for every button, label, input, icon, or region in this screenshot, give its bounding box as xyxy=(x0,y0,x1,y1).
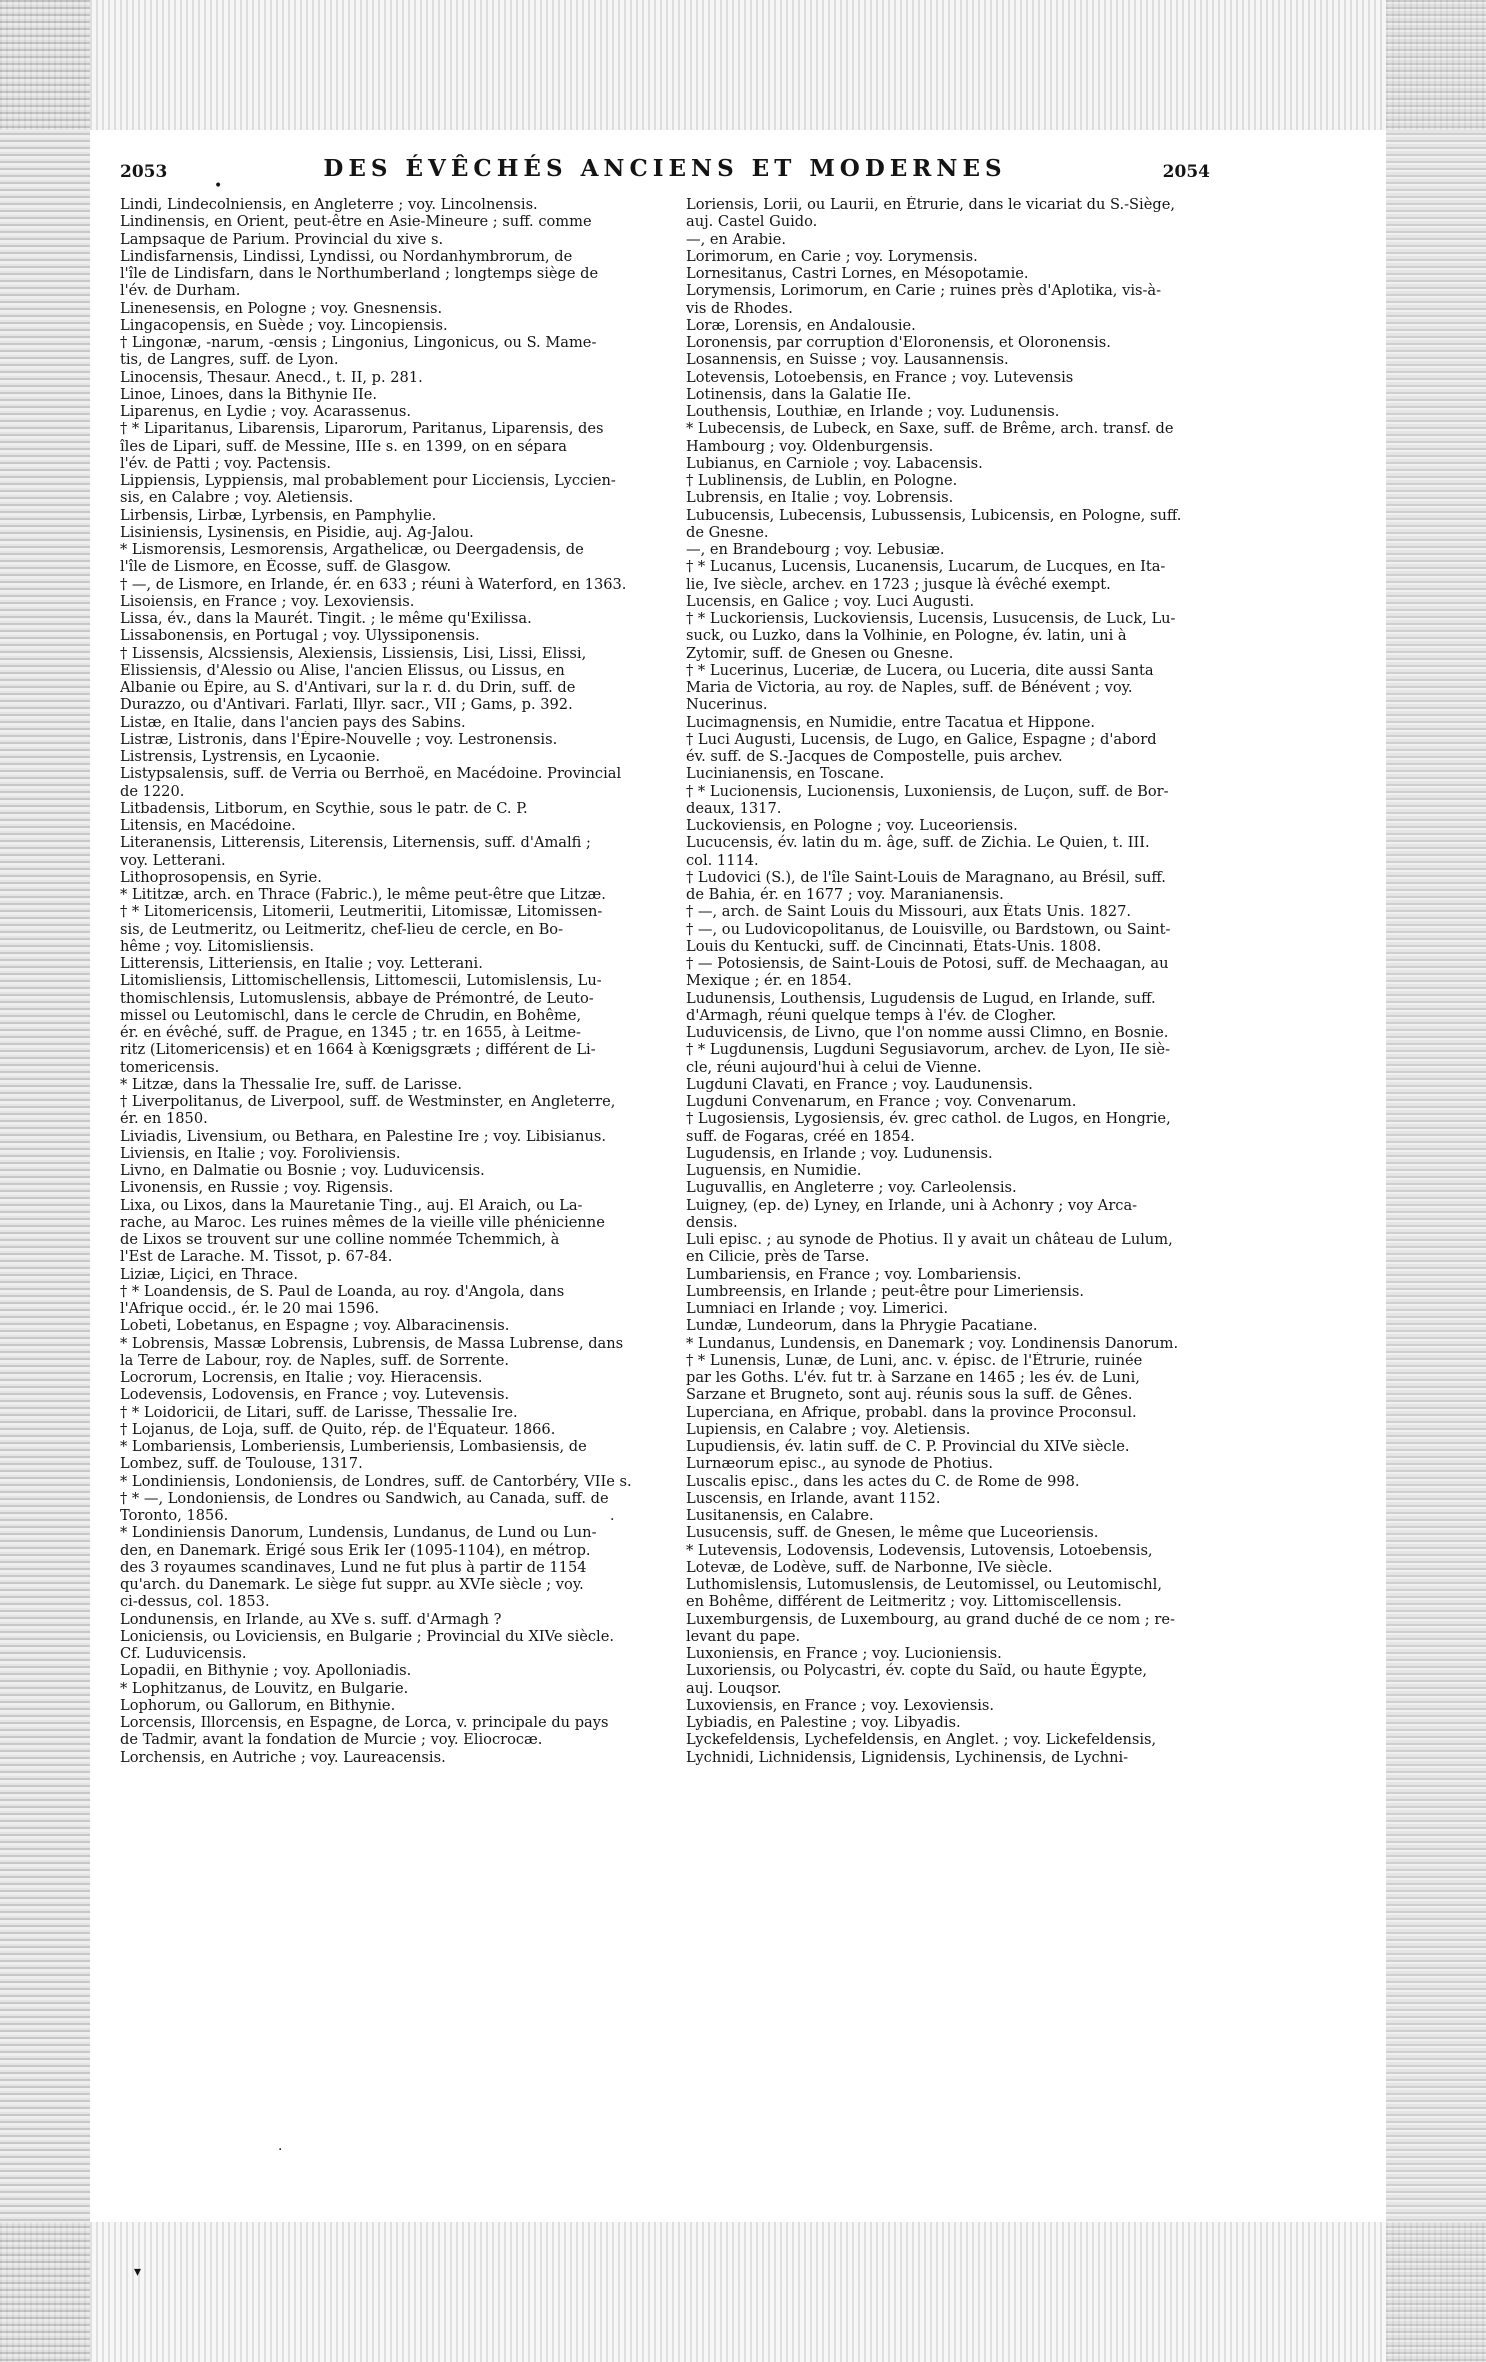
dictionary-line: Lumbreensis, en Irlande ; peut-être pour Limeriensis. xyxy=(686,1282,1085,1300)
dictionary-line: cle, réuni aujourd'hui à celui de Vienne. xyxy=(686,1058,982,1076)
dictionary-line: † * Loandensis, de S. Paul de Loanda, au roy. d'Angola, dans xyxy=(120,1282,565,1300)
dictionary-line: † Lingonæ, -narum, -œnsis ; Lingonius, Lingonicus, ou S. Mame- xyxy=(120,334,597,351)
dictionary-line: ritz (Litomericensis) et en 1664 à Kœnigsgræts ; différent de Li- xyxy=(120,1041,596,1059)
dictionary-line: Lorymensis, Lorimorum, en Carie ; ruines près d'Aplotika, vis-à- xyxy=(686,282,1162,300)
dictionary-line: † Lojanus, de Loja, suff. de Quito, rép. de l'Équateur. 1866. xyxy=(120,1420,556,1438)
dictionary-line: Lugduni Clavati, en France ; voy. Laudunensis. xyxy=(686,1075,1033,1093)
dictionary-line: en Cilicie, près de Tarse. xyxy=(686,1248,870,1266)
left-page-number: 2053 xyxy=(120,162,168,182)
column-marker: • xyxy=(214,178,223,194)
dictionary-line: Liziæ, Liçici, en Thrace. xyxy=(120,1265,298,1283)
dictionary-line: * Lundanus, Lundensis, en Danemark ; voy. Londinensis Danorum. xyxy=(686,1334,1179,1352)
dictionary-line: de Gnesne. xyxy=(686,523,769,541)
dictionary-line: * Lubecensis, de Lubeck, en Saxe, suff. de Brême, arch. transf. de xyxy=(686,420,1174,438)
dictionary-line: Lupiensis, en Calabre ; voy. Aletiensis. xyxy=(686,1420,971,1438)
dictionary-line: Liviensis, en Italie ; voy. Foroliviensis. xyxy=(120,1144,401,1162)
dictionary-line: Lumbariensis, en France ; voy. Lombariensis. xyxy=(686,1265,1022,1283)
dictionary-line: Lindi, Lindecolniensis, en Angleterre ; voy. Lincolnensis. xyxy=(120,196,538,213)
dictionary-line: sis, de Leutmeritz, ou Leitmeritz, chef-lieu de cercle, en Bo- xyxy=(120,920,564,938)
dictionary-line: ci-dessus, col. 1853. xyxy=(120,1593,270,1611)
dictionary-line: thomischlensis, Lutomuslensis, abbaye de Prémontré, de Leuto- xyxy=(120,989,594,1007)
stray-mark: ▾ xyxy=(134,2264,142,2280)
dictionary-line: sis, en Calabre ; voy. Aletiensis. xyxy=(120,489,354,507)
dictionary-line: Lippiensis, Lyppiensis, mal probablement pour Licciensis, Lyccien- xyxy=(120,472,616,489)
dictionary-line: qu'arch. du Danemark. Le siège fut suppr. au XVIe siècle ; voy. xyxy=(120,1576,584,1593)
dictionary-line: îles de Lipari, suff. de Messine, IIIe s. en 1399, on en sépara xyxy=(120,437,567,455)
dictionary-line: Luscalis episc., dans les actes du C. de Rome de 998. xyxy=(686,1472,1080,1490)
dictionary-line: Listræ, Listronis, dans l'Épire-Nouvelle ; voy. Lestronensis. xyxy=(120,730,558,748)
dictionary-line: Lugudensis, en Irlande ; voy. Ludunensis. xyxy=(686,1144,993,1162)
dictionary-line: Listæ, en Italie, dans l'ancien pays des Sabins. xyxy=(120,713,466,731)
dictionary-line: Luigney, (ep. de) Lyney, en Irlande, uni à Achonry ; voy Arca- xyxy=(686,1196,1138,1214)
dictionary-line: Losannensis, en Suisse ; voy. Lausannensis. xyxy=(686,351,1009,369)
dictionary-line: * Lismorensis, Lesmorensis, Argathelicæ, ou Deergadensis, de xyxy=(120,541,584,558)
dictionary-line: † —, ou Ludovicopolitanus, de Louisville, ou Bardstown, ou Saint- xyxy=(686,920,1171,938)
dictionary-line: Luthomislensis, Lutomuslensis, de Leutomissel, ou Leutomischl, xyxy=(686,1576,1162,1593)
dictionary-line: des 3 royaumes scandinaves, Lund ne fut plus à partir de 1154 xyxy=(120,1558,587,1576)
dictionary-line: Loronensis, par corruption d'Eloronensis, et Oloronensis. xyxy=(686,334,1111,351)
dictionary-line: Cf. Luduvicensis. xyxy=(120,1645,247,1662)
dictionary-line: Literanensis, Litterensis, Literensis, Liternensis, suff. d'Amalfi ; xyxy=(120,834,591,852)
dictionary-line: rache, au Maroc. Les ruines mêmes de la vieille ville phénicienne xyxy=(120,1213,605,1231)
dictionary-line: Luxoviensis, en France ; voy. Lexoviensis. xyxy=(686,1696,995,1714)
dictionary-line: † * Luckoriensis, Luckoviensis, Lucensis, Lusucensis, de Luck, Lu- xyxy=(686,610,1176,627)
dictionary-line: Lindisfarnensis, Lindissi, Lyndissi, ou Nordanhymbrorum, de xyxy=(120,247,573,265)
dictionary-line: Albanie ou Épire, au S. d'Antivari, sur la r. d. du Drin, suff. de xyxy=(120,679,576,696)
dictionary-line: Lucinianensis, en Toscane. xyxy=(686,765,885,783)
dictionary-line: Lubucensis, Lubecensis, Lubussensis, Lubicensis, en Pologne, suff. xyxy=(686,506,1182,524)
dictionary-line: Luguvallis, en Angleterre ; voy. Carleolensis. xyxy=(686,1179,1017,1197)
dictionary-line: Lorcensis, Illorcensis, en Espagne, de Lorca, v. principale du pays xyxy=(120,1714,609,1731)
dictionary-line: en Bohême, différent de Leitmeritz ; voy. Littomiscellensis. xyxy=(686,1593,1122,1611)
dictionary-line: —, en Brandebourg ; voy. Lebusiæ. xyxy=(686,541,945,558)
dictionary-line: Lucimagnensis, en Numidie, entre Tacatua et Hippone. xyxy=(686,713,1096,731)
dictionary-line: Lundæ, Lundeorum, dans la Phrygie Pacatiane. xyxy=(686,1317,1038,1335)
dictionary-line: par les Goths. L'év. fut tr. à Sarzane en 1465 ; les év. de Luni, xyxy=(686,1369,1140,1386)
dictionary-line: Luguensis, en Numidie. xyxy=(686,1162,862,1179)
dictionary-line: Luduvicensis, de Livno, que l'on nomme aussi Climno, en Bosnie. xyxy=(686,1024,1169,1041)
dictionary-line: † Lissensis, Alcssiensis, Alexiensis, Lissiensis, Lisi, Lissi, Elissi, xyxy=(120,644,587,662)
dictionary-line: Lusucensis, suff. de Gnesen, le même que Luceoriensis. xyxy=(686,1524,1099,1542)
left-column xyxy=(120,196,688,1766)
dictionary-line: Mexique ; ér. en 1854. xyxy=(686,972,852,990)
dictionary-line: auj. Louqsor. xyxy=(686,1679,782,1697)
dictionary-line: Lubrensis, en Italie ; voy. Lobrensis. xyxy=(686,489,954,507)
dictionary-line: l'Est de Larache. M. Tissot, p. 67-84. xyxy=(120,1248,393,1266)
stray-mark: · xyxy=(278,2142,283,2158)
dictionary-line: Locrorum, Locrensis, en Italie ; voy. Hieracensis. xyxy=(120,1369,483,1386)
dictionary-line: Lindinensis, en Orient, peut-être en Asie-Mineure ; suff. comme xyxy=(120,213,592,231)
dictionary-line: Liparenus, en Lydie ; voy. Acarassenus. xyxy=(120,403,412,420)
dictionary-line: † Luci Augusti, Lucensis, de Lugo, en Galice, Espagne ; d'abord xyxy=(686,730,1157,748)
dictionary-line: missel ou Leutomischl, dans le cercle de Chrudin, en Bohême, xyxy=(120,1006,582,1024)
dictionary-line: Sarzane et Brugneto, sont auj. réunis sous la suff. de Gênes. xyxy=(686,1386,1133,1404)
dictionary-line: Luxoriensis, ou Polycastri, év. copte du Saïd, ou haute Égypte, xyxy=(686,1662,1148,1680)
dictionary-line: Linoe, Linoes, dans la Bithynie IIe. xyxy=(120,385,378,403)
dictionary-line: Lisiniensis, Lysinensis, en Pisidie, auj. Ag-Jalou. xyxy=(120,523,474,541)
dictionary-line: de Bahia, ér. en 1677 ; voy. Maranianensis. xyxy=(686,886,1004,903)
scan-noise-left xyxy=(0,0,90,2362)
dictionary-line: Lubianus, en Carniole ; voy. Labacensis. xyxy=(686,454,983,472)
dictionary-line: Litensis, en Macédoine. xyxy=(120,817,296,834)
dictionary-line: de Lixos se trouvent sur une colline nommée Tchemmich, à xyxy=(120,1231,560,1248)
dictionary-line: Lopadii, en Bithynie ; voy. Apolloniadis. xyxy=(120,1662,412,1680)
dictionary-line: Loriensis, Lorii, ou Laurii, en Étrurie, dans le vicariat du S.-Siège, xyxy=(686,196,1175,213)
dictionary-line: Toronto, 1856. xyxy=(120,1507,229,1524)
dictionary-line: Litterensis, Litteriensis, en Italie ; voy. Letterani. xyxy=(120,955,483,972)
dictionary-line: Lusitanensis, en Calabre. xyxy=(686,1507,874,1524)
dictionary-line: Lithoprosopensis, en Syrie. xyxy=(120,868,322,886)
dictionary-line: Livno, en Dalmatie ou Bosnie ; voy. Luduvicensis. xyxy=(120,1162,485,1179)
dictionary-line: Lucensis, en Galice ; voy. Luci Augusti. xyxy=(686,592,975,610)
dictionary-line: de Tadmir, avant la fondation de Murcie ; voy. Eliocrocæ. xyxy=(120,1731,543,1749)
dictionary-line: Loniciensis, ou Loviciensis, en Bulgarie ; Provincial du XIVe siècle. xyxy=(120,1627,614,1645)
dictionary-line: Luxoniensis, en France ; voy. Lucioniensis. xyxy=(686,1645,1002,1662)
dictionary-line: * Lititzæ, arch. en Thrace (Fabric.), le même peut-être que Litzæ. xyxy=(120,886,606,903)
dictionary-line: Lorimorum, en Carie ; voy. Lorymensis. xyxy=(686,247,978,265)
dictionary-line: d'Armagh, réuni quelque temps à l'év. de Clogher. xyxy=(686,1006,1057,1024)
dictionary-line: voy. Letterani. xyxy=(120,851,226,869)
dictionary-line: † —, de Lismore, en Irlande, ér. en 633 ; réuni à Waterford, en 1363. xyxy=(120,575,627,593)
dictionary-line: Londunensis, en Irlande, au XVe s. suff. d'Armagh ? xyxy=(120,1610,502,1628)
dictionary-line: Litbadensis, Litborum, en Scythie, sous le patr. de C. P. xyxy=(120,799,528,817)
dictionary-line: Linocensis, Thesaur. Anecd., t. II, p. 281. xyxy=(120,368,423,386)
dictionary-line: col. 1114. xyxy=(686,851,759,869)
dictionary-line: * Londiniensis Danorum, Lundensis, Lundanus, de Lund ou Lun- xyxy=(120,1524,597,1542)
dictionary-line: Luckoviensis, en Pologne ; voy. Luceoriensis. xyxy=(686,817,1018,834)
dictionary-line: ér. en 1850. xyxy=(120,1110,208,1128)
dictionary-line: Luscensis, en Irlande, avant 1152. xyxy=(686,1489,941,1507)
dictionary-line: Elissiensis, d'Alessio ou Alise, l'ancien Elissus, ou Lissus, en xyxy=(120,661,565,679)
dictionary-line: Ludunensis, Louthensis, Lugudensis de Lugud, en Irlande, suff. xyxy=(686,989,1156,1007)
dictionary-line: vis de Rhodes. xyxy=(686,299,793,317)
dictionary-line: † —, arch. de Saint Louis du Missouri, aux États Unis. 1827. xyxy=(686,903,1132,921)
dictionary-line: * Lobrensis, Massæ Lobrensis, Lubrensis, de Massa Lubrense, dans xyxy=(120,1334,624,1352)
dictionary-line: Lirbensis, Lirbæ, Lyrbensis, en Pamphylie. xyxy=(120,506,437,524)
dictionary-line: suck, ou Luzko, dans la Volhinie, en Pologne, év. latin, uni à xyxy=(686,627,1127,645)
dictionary-line: Luperciana, en Afrique, probabl. dans la province Proconsul. xyxy=(686,1403,1137,1421)
scan-noise-bottom xyxy=(0,2222,1486,2362)
dictionary-line: Zytomir, suff. de Gnesen ou Gnesne. xyxy=(686,644,954,662)
dictionary-line: Louis du Kentucki, suff. de Cincinnati, États-Unis. 1808. xyxy=(686,937,1102,955)
dictionary-line: † * Lucerinus, Luceriæ, de Lucera, ou Luceria, dite aussi Santa xyxy=(686,661,1154,679)
dictionary-line: la Terre de Labour, roy. de Naples, suff. de Sorrente. xyxy=(120,1351,510,1369)
dictionary-line: Lixa, ou Lixos, dans la Mauretanie Ting., auj. El Araich, ou La- xyxy=(120,1196,583,1214)
dictionary-line: Maria de Victoria, au roy. de Naples, suff. de Bénévent ; voy. xyxy=(686,679,1133,696)
dictionary-line: * Lutevensis, Lodovensis, Lodevensis, Lutovensis, Lotoebensis, xyxy=(686,1541,1153,1559)
right-page-number: 2054 xyxy=(1162,162,1210,182)
dictionary-line: Lampsaque de Parium. Provincial du xive s. xyxy=(120,230,444,248)
dictionary-line: † * Lucanus, Lucensis, Lucanensis, Lucarum, de Lucques, en Ita- xyxy=(686,558,1166,576)
dictionary-line: Listypsalensis, suff. de Verria ou Berrhoë, en Macédoine. Provincial xyxy=(120,765,622,783)
dictionary-line: tis, de Langres, suff. de Lyon. xyxy=(120,351,339,369)
dictionary-line: Durazzo, ou d'Antivari. Farlati, Illyr. sacr., VII ; Gams, p. 392. xyxy=(120,696,573,714)
dictionary-line: Linenesensis, en Pologne ; voy. Gnesnensis. xyxy=(120,299,443,317)
dictionary-line: † * Loidoricii, de Litari, suff. de Larisse, Thessalie Ire. xyxy=(120,1403,518,1421)
dictionary-line: Lybiadis, en Palestine ; voy. Libyadis. xyxy=(686,1714,961,1731)
dictionary-line: Lychnidi, Lichnidensis, Lignidensis, Lychinensis, de Lychni- xyxy=(686,1748,1129,1766)
dictionary-line: * Lombariensis, Lomberiensis, Lumberiensis, Lombasiensis, de xyxy=(120,1438,587,1455)
dictionary-line: év. suff. de S.-Jacques de Compostelle, puis archev. xyxy=(686,748,1063,765)
page-header xyxy=(120,142,1210,182)
right-column xyxy=(686,196,1206,1766)
dictionary-line: † Liverpolitanus, de Liverpool, suff. de Westminster, en Angleterre, xyxy=(120,1093,616,1110)
dictionary-line: Lugduni Convenarum, en France ; voy. Convenarum. xyxy=(686,1093,1077,1110)
dictionary-line: den, en Danemark. Érigé sous Erik Ier (1095-1104), en métrop. xyxy=(120,1541,591,1559)
dictionary-line: hême ; voy. Litomisliensis. xyxy=(120,937,314,955)
dictionary-line: Luli episc. ; au synode de Photius. Il y avait un château de Lulum, xyxy=(686,1231,1173,1248)
dictionary-line: Listrensis, Lystrensis, en Lycaonie. xyxy=(120,748,380,765)
dictionary-line: * Litzæ, dans la Thessalie Ire, suff. de Larisse. xyxy=(120,1075,463,1093)
dictionary-line: —, en Arabie. xyxy=(686,230,787,248)
dictionary-line: † Lugosiensis, Lygosiensis, év. grec cathol. de Lugos, en Hongrie, xyxy=(686,1110,1171,1128)
dictionary-line: Lophorum, ou Gallorum, en Bithynie. xyxy=(120,1696,396,1714)
dictionary-line: Lissabonensis, en Portugal ; voy. Ulyssiponensis. xyxy=(120,627,480,645)
dictionary-line: † * Lucionensis, Lucionensis, Luxoniensis, de Luçon, suff. de Bor- xyxy=(686,782,1169,800)
dictionary-line: lie, Ive siècle, archev. en 1723 ; jusque là évêché exempt. xyxy=(686,575,1111,593)
dictionary-line: l'év. de Patti ; voy. Pactensis. xyxy=(120,454,332,472)
dictionary-line: Louthensis, Louthiæ, en Irlande ; voy. Ludunensis. xyxy=(686,403,1060,420)
dictionary-line: densis. xyxy=(686,1213,738,1231)
dictionary-line: Nucerinus. xyxy=(686,696,768,714)
dictionary-line: tomericensis. xyxy=(120,1058,220,1076)
dictionary-line: Lyckefeldensis, Lychefeldensis, en Anglet. ; voy. Lickefeldensis, xyxy=(686,1731,1157,1749)
dictionary-line: Lotevæ, de Lodève, suff. de Narbonne, IVe siècle. xyxy=(686,1558,1053,1576)
dictionary-line: Lobeti, Lobetanus, en Espagne ; voy. Albaracinensis. xyxy=(120,1317,510,1335)
dictionary-line: levant du pape. xyxy=(686,1627,801,1645)
dictionary-line: Lucucensis, év. latin du m. âge, suff. de Zichia. Le Quien, t. III. xyxy=(686,834,1150,852)
dictionary-line: * Lophitzanus, de Louvitz, en Bulgarie. xyxy=(120,1679,409,1697)
dictionary-line: Litomisliensis, Littomischellensis, Littomescii, Lutomislensis, Lu- xyxy=(120,972,602,990)
dictionary-line: l'île de Lismore, en Écosse, suff. de Glasgow. xyxy=(120,558,452,576)
dictionary-line: Liviadis, Livensium, ou Bethara, en Palestine Ire ; voy. Libisianus. xyxy=(120,1127,607,1145)
dictionary-line: Lingacopensis, en Suède ; voy. Lincopiensis. xyxy=(120,316,448,334)
dictionary-line: l'île de Lindisfarn, dans le Northumberland ; longtemps siège de xyxy=(120,265,599,282)
dictionary-line: Lotevensis, Lotoebensis, en France ; voy. Lutevensis xyxy=(686,368,1074,386)
dictionary-line: Lornesitanus, Castri Lornes, en Mésopotamie. xyxy=(686,265,1029,282)
dictionary-line: † * Lunensis, Lunæ, de Luni, anc. v. épisc. de l'Étrurie, ruinée xyxy=(686,1351,1143,1369)
stray-mark: · xyxy=(610,1512,615,1528)
dictionary-line: l'év. de Durham. xyxy=(120,282,241,300)
dictionary-line: Luxemburgensis, de Luxembourg, au grand duché de ce nom ; re- xyxy=(686,1610,1175,1628)
scan-noise-top xyxy=(0,0,1486,130)
dictionary-line: suff. de Fogaras, créé en 1854. xyxy=(686,1127,915,1145)
dictionary-line: Hambourg ; voy. Oldenburgensis. xyxy=(686,437,934,455)
dictionary-line: Lupudiensis, év. latin suff. de C. P. Provincial du XIVe siècle. xyxy=(686,1438,1130,1455)
dictionary-line: Lorchensis, en Autriche ; voy. Laureacensis. xyxy=(120,1748,446,1766)
dictionary-line: Livonensis, en Russie ; voy. Rigensis. xyxy=(120,1179,394,1197)
dictionary-line: Lurnæorum episc., au synode de Photius. xyxy=(686,1455,994,1473)
dictionary-line: † Lublinensis, de Lublin, en Pologne. xyxy=(686,472,958,489)
dictionary-line: † — Potosiensis, de Saint-Louis de Potosi, suff. de Mechaagan, au xyxy=(686,955,1169,972)
dictionary-line: † * Litomericensis, Litomerii, Leutmeritii, Litomissæ, Litomissen- xyxy=(120,903,603,921)
dictionary-line: † * —, Londoniensis, de Londres ou Sandwich, au Canada, suff. de xyxy=(120,1489,609,1507)
running-title: DES ÉVÊCHÉS ANCIENS ET MODERNES xyxy=(323,155,1007,182)
dictionary-line: Lumniaci en Irlande ; voy. Limerici. xyxy=(686,1300,949,1317)
dictionary-line: deaux, 1317. xyxy=(686,799,782,817)
dictionary-line: † Ludovici (S.), de l'île Saint-Louis de Maragnano, au Brésil, suff. xyxy=(686,868,1166,886)
dictionary-line: auj. Castel Guido. xyxy=(686,213,818,231)
dictionary-line: Lisoiensis, en France ; voy. Lexoviensis. xyxy=(120,592,415,610)
dictionary-line: Lotinensis, dans la Galatie IIe. xyxy=(686,385,912,403)
dictionary-line: Lombez, suff. de Toulouse, 1317. xyxy=(120,1455,363,1473)
scan-noise-right xyxy=(1386,0,1486,2362)
dictionary-line: Lodevensis, Lodovensis, en France ; voy. Lutevensis. xyxy=(120,1386,510,1404)
dictionary-line: * Londiniensis, Londoniensis, de Londres, suff. de Cantorbéry, VIIe s. xyxy=(120,1472,632,1490)
dictionary-line: ér. en évêché, suff. de Prague, en 1345 ; tr. en 1655, à Leitme- xyxy=(120,1024,581,1041)
dictionary-line: † * Liparitanus, Libarensis, Liparorum, Paritanus, Liparensis, des xyxy=(120,420,604,438)
dictionary-line: Lissa, év., dans la Maurét. Tingit. ; le même qu'Exilissa. xyxy=(120,610,532,627)
dictionary-line: † * Lugdunensis, Lugduni Segusiavorum, archev. de Lyon, IIe siè- xyxy=(686,1041,1171,1059)
dictionary-line: Loræ, Lorensis, en Andalousie. xyxy=(686,316,916,334)
dictionary-line: l'Afrique occid., ér. le 20 mai 1596. xyxy=(120,1300,380,1317)
dictionary-line: de 1220. xyxy=(120,782,185,800)
